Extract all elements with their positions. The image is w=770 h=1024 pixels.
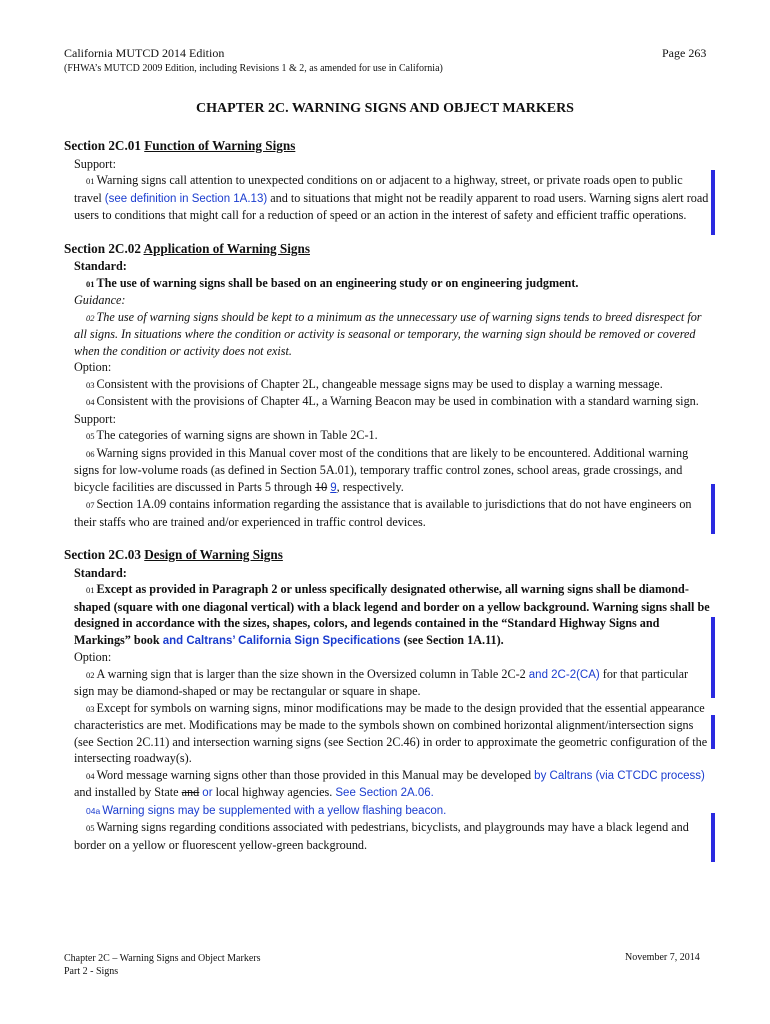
inserted-paragraph: Warning signs may be supplemented with a yellow flashing beacon.: [102, 804, 447, 817]
chapter-title: CHAPTER 2C. WARNING SIGNS AND OBJECT MARKERS: [196, 101, 574, 116]
guidance-label: Guidance:: [74, 293, 126, 307]
paragraph-number: 01: [86, 278, 95, 289]
caltrans-process-link[interactable]: by Caltrans (via CTCDC process): [534, 769, 705, 782]
section-link[interactable]: See Section 2A.06.: [335, 787, 434, 799]
paragraph-2c02-02: [74, 309, 710, 360]
definition-link[interactable]: (see definition in Section 1A.13): [104, 192, 268, 205]
paragraph-number: 01: [86, 176, 95, 186]
paragraph-number: 04: [86, 397, 95, 407]
footer-part: Part 2 - Signs: [64, 966, 119, 977]
paragraph-text: The categories of warning signs are shown in Table 2C-1.: [96, 428, 378, 442]
paragraph-number: 03: [86, 703, 95, 714]
paragraph-text: Consistent with the provisions of Chapter 4L, a Warning Beacon may be used in combination with a standard warning sign.: [96, 394, 699, 408]
section-title: Function of Warning Signs: [144, 138, 296, 153]
section-title: Design of Warning Signs: [144, 547, 283, 562]
paragraph-2c03-05: [74, 819, 710, 853]
paragraph-number: 07: [86, 500, 95, 510]
paragraph-text: Section 1A.09 contains information regarding the assistance that is available to jurisdictions that do not have engineers on their staffs who are trained and/or experienced in traffic control devices.: [74, 497, 692, 529]
paragraph-number: 03: [86, 379, 95, 390]
paragraph-2c03-03: [74, 700, 710, 767]
paragraph-text: local highway agencies.: [212, 785, 336, 799]
table-link[interactable]: and 2C-2(CA): [528, 668, 600, 681]
paragraph-text: and to situations that might not be readily apparent to road users. Warning signs alert road users to conditions that might call for a reduction of speed or an action in the interest of safety and efficient traffic operations.: [74, 190, 709, 222]
option-label: Option:: [74, 650, 112, 664]
support-label: Support:: [74, 411, 116, 426]
paragraph-2c03-04a: [74, 802, 710, 820]
deleted-text: 10: [314, 479, 328, 494]
paragraph-number: 06: [86, 448, 95, 459]
footer-left: [64, 952, 260, 978]
paragraph-2c02-05: [74, 427, 710, 445]
paragraph-number: 04a: [86, 805, 101, 816]
revision-bar: [711, 813, 715, 862]
inserted-text: or: [202, 787, 213, 799]
option-label: Option:: [74, 360, 112, 374]
header-subtitle: (FHWA’s MUTCD 2009 Edition, including Revisions 1 & 2, as amended for use in California): [64, 63, 443, 74]
section-number: Section 2C.02: [64, 240, 144, 256]
footer-date: November 7, 2014: [625, 952, 700, 963]
paragraph-2c01-01: [74, 172, 710, 224]
paragraph-number: 04: [86, 770, 95, 781]
paragraph-text: Consistent with the provisions of Chapter 2L, changeable message signs may be used to display a warning message.: [96, 376, 663, 391]
paragraph-text: (see Section 1A.11).: [400, 632, 504, 647]
document-body: [64, 138, 710, 853]
section-2c02-heading: [64, 241, 710, 258]
standard-label: Standard:: [74, 259, 127, 273]
paragraph-text: Except as provided in Paragraph 2 or unless specifically designated otherwise, all warning signs shall be diamond-shaped (square with one diagonal vertical) with a black legend and border on a yellow background. Warning signs shall be designed in accordance with the sizes, shapes, colors, and legends contained in the “Standard Highway Signs and Markings” book: [74, 582, 710, 647]
paragraph-2c02-04: [74, 393, 710, 411]
revision-bar: [711, 715, 715, 749]
paragraph-2c03-04: [74, 767, 710, 802]
paragraph-text: Warning signs provided in this Manual cover most of the conditions that are likely to be encountered. Additional warning signs for low-volume roads (as defined in Section 5A.01), temporary traffic control zones, school areas, grade crossings, and bicycle facilities are discussed in Parts 5 through: [74, 445, 689, 494]
paragraph-text: Warning signs regarding conditions associated with pedestrians, bicyclists, and playgrounds may have a black legend and border on a yellow or fluorescent yellow-green background.: [74, 820, 689, 852]
paragraph-2c03-01: [74, 581, 710, 649]
section-title: Application of Warning Signs: [143, 240, 310, 256]
paragraph-text: and installed by State: [74, 785, 182, 799]
paragraph-text: , respectively.: [336, 479, 404, 494]
paragraph-text: The use of warning signs shall be based on an engineering study or on engineering judgment.: [96, 275, 579, 290]
paragraph-text: Warning signs call attention to unexpected conditions on or adjacent to a highway, street, or private roads open to public travel: [74, 173, 683, 205]
paragraph-number: 02: [86, 669, 95, 680]
header-page-number: Page 263: [662, 46, 707, 60]
paragraph-number: 05: [86, 431, 95, 441]
paragraph-number: 02: [86, 312, 95, 323]
section-2c03-heading: [64, 547, 710, 564]
footer-chapter: Chapter 2C – Warning Signs and Object Markers: [64, 953, 261, 964]
section-number: Section 2C.03: [64, 547, 145, 562]
paragraph-2c02-06: [74, 445, 710, 497]
paragraph-text: Word message warning signs other than those provided in this Manual may be developed: [96, 767, 535, 782]
section-2c01-heading: [64, 138, 710, 155]
standard-label: Standard:: [74, 565, 127, 580]
paragraph-2c03-02: [74, 666, 710, 700]
paragraph-text: Except for symbols on warning signs, minor modifications may be made to the design provided that the essential appearance characteristics are met. Modifications may be made to the symbols shown on combined horizontal alignment/intersection signs (see Section 2C.11) and intersection warning signs (see Section 2C.46) in order to approximate the geometric configuration of the intersecting roadway(s).: [74, 700, 708, 765]
inserted-text: 9: [330, 481, 337, 494]
paragraph-2c02-01: [74, 275, 710, 293]
paragraph-text: for that particular sign may be diamond-shaped or may be rectangular or square in shape.: [74, 666, 689, 698]
revision-bar: [711, 170, 715, 235]
paragraph-text: A warning sign that is larger than the size shown in the Oversized column in Table 2C-2: [96, 666, 529, 681]
caltrans-spec-link[interactable]: and Caltrans’ California Sign Specifications: [162, 634, 401, 647]
paragraph-2c02-03: [74, 376, 710, 394]
paragraph-number: 05: [86, 823, 95, 833]
paragraph-number: 01: [86, 585, 95, 595]
paragraph-text: The use of warning signs should be kept to a minimum as the unnecessary use of warning signs tends to breed disrespect for all signs. In situations where the condition or activity is seasonal or temporary, the warning sign should be removed or covered when the condition or activity does not exist.: [74, 309, 702, 358]
header-edition: California MUTCD 2014 Edition: [64, 46, 225, 60]
section-number: Section 2C.01: [64, 138, 145, 153]
revision-bar: [711, 484, 715, 534]
revision-bar: [711, 617, 715, 698]
deleted-text: and: [181, 785, 200, 799]
support-label: Support:: [74, 156, 116, 171]
paragraph-2c02-07: [74, 496, 710, 530]
